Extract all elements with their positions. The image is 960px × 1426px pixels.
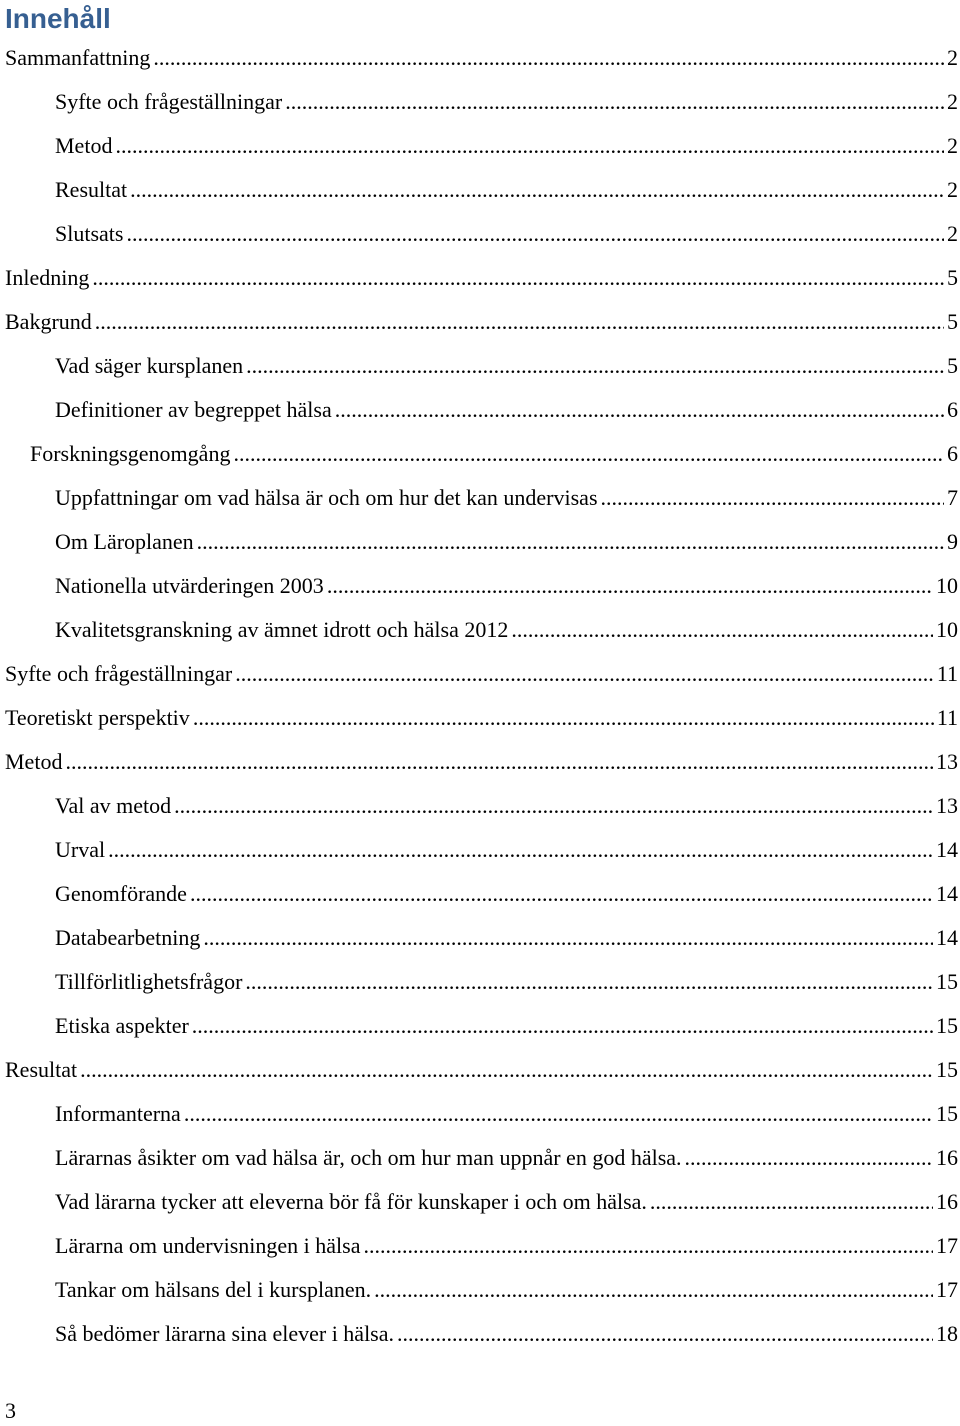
toc-dot-leader <box>235 652 934 696</box>
toc-entry-label: Etiska aspekter <box>55 1013 189 1038</box>
toc-heading: Innehåll <box>5 3 111 34</box>
toc-entry[interactable] <box>0 872 960 916</box>
toc-entry[interactable] <box>0 388 960 432</box>
toc-entry-label: Syfte och frågeställningar <box>55 89 283 114</box>
toc-entry-label: Kvalitetsgranskning av ämnet idrott och hälsa 2012 <box>55 617 509 642</box>
toc-entry-page: 2 <box>947 177 958 202</box>
toc-entry-label: Slutsats <box>55 221 124 246</box>
toc-dot-leader <box>92 256 944 300</box>
toc-entry[interactable] <box>0 1268 960 1312</box>
toc-dot-leader <box>601 476 944 520</box>
toc-entry-label: Definitioner av begreppet hälsa <box>55 397 332 422</box>
toc-dot-leader <box>190 872 933 916</box>
toc-entry-page: 5 <box>947 309 958 334</box>
toc-dot-leader <box>192 1004 933 1048</box>
toc-dot-leader <box>246 344 944 388</box>
toc-entry-page: 13 <box>936 793 958 818</box>
toc-entry[interactable] <box>0 256 960 300</box>
toc-entry-page: 15 <box>936 1101 958 1126</box>
toc-entry-page: 16 <box>936 1145 958 1170</box>
toc-dot-leader <box>285 80 944 124</box>
toc-dot-leader <box>327 564 933 608</box>
toc-entry-label: Syfte och frågeställningar <box>5 661 233 686</box>
toc-dot-leader <box>174 784 933 828</box>
toc-entry[interactable] <box>0 344 960 388</box>
toc-entry[interactable] <box>0 564 960 608</box>
toc-dot-leader <box>193 696 934 740</box>
toc-list <box>0 36 960 1356</box>
toc-dot-leader <box>203 916 933 960</box>
toc-entry-label: Resultat <box>55 177 128 202</box>
toc-entry[interactable] <box>0 124 960 168</box>
toc-entry-page: 5 <box>947 265 958 290</box>
toc-entry-label: Databearbetning <box>55 925 201 950</box>
toc-entry-label: Teoretiskt perspektiv <box>5 705 190 730</box>
toc-entry-label: Resultat <box>5 1057 78 1082</box>
toc-entry-label: Nationella utvärderingen 2003 <box>55 573 324 598</box>
toc-entry[interactable] <box>0 784 960 828</box>
toc-entry-label: Tankar om hälsans del i kursplanen. <box>55 1277 372 1302</box>
toc-entry-page: 18 <box>936 1321 958 1346</box>
page-number: 3 <box>5 1398 16 1423</box>
toc-entry-page: 5 <box>947 353 958 378</box>
toc-entry[interactable] <box>0 168 960 212</box>
toc-dot-leader <box>233 432 944 476</box>
toc-entry[interactable] <box>0 80 960 124</box>
toc-entry-page: 14 <box>936 881 958 906</box>
toc-entry-page: 2 <box>947 221 958 246</box>
toc-entry-page: 7 <box>947 485 958 510</box>
toc-entry-page: 17 <box>936 1277 958 1302</box>
toc-entry-label: Metod <box>55 133 113 158</box>
toc-entry[interactable] <box>0 652 960 696</box>
toc-entry-page: 15 <box>936 969 958 994</box>
toc-dot-leader <box>95 300 944 344</box>
toc-entry[interactable] <box>0 1180 960 1224</box>
toc-dot-leader <box>126 212 944 256</box>
toc-entry-label: Inledning <box>5 265 90 290</box>
toc-entry-page: 6 <box>947 441 958 466</box>
toc-dot-leader <box>335 388 944 432</box>
toc-entry-label: Vad lärarna tycker att eleverna bör få för kunskaper i och om hälsa. <box>55 1189 647 1214</box>
toc-entry-label: Uppfattningar om vad hälsa är och om hur det kan undervisas <box>55 485 598 510</box>
toc-entry-label: Genomförande <box>55 881 187 906</box>
toc-entry[interactable] <box>0 520 960 564</box>
toc-entry-page: 15 <box>936 1013 958 1038</box>
toc-entry-page: 6 <box>947 397 958 422</box>
toc-dot-leader <box>650 1180 933 1224</box>
toc-entry-page: 2 <box>947 89 958 114</box>
toc-entry-page: 15 <box>936 1057 958 1082</box>
toc-entry-label: Forskningsgenomgång <box>30 441 231 466</box>
toc-entry[interactable] <box>0 212 960 256</box>
toc-entry[interactable] <box>0 300 960 344</box>
toc-dot-leader <box>245 960 933 1004</box>
toc-entry[interactable] <box>0 1004 960 1048</box>
toc-dot-leader <box>511 608 933 652</box>
toc-entry-label: Metod <box>5 749 63 774</box>
toc-entry[interactable] <box>0 36 960 80</box>
toc-entry-page: 16 <box>936 1189 958 1214</box>
toc-entry[interactable] <box>0 828 960 872</box>
toc-entry-page: 2 <box>947 45 958 70</box>
toc-entry-label: Bakgrund <box>5 309 92 334</box>
toc-entry[interactable] <box>0 1224 960 1268</box>
toc-entry[interactable] <box>0 916 960 960</box>
toc-entry[interactable] <box>0 476 960 520</box>
toc-entry-page: 13 <box>936 749 958 774</box>
toc-dot-leader <box>130 168 944 212</box>
toc-entry[interactable] <box>0 1136 960 1180</box>
toc-dot-leader <box>115 124 944 168</box>
toc-dot-leader <box>197 520 944 564</box>
toc-entry-label: Informanterna <box>55 1101 181 1126</box>
toc-entry[interactable] <box>0 1312 960 1356</box>
toc-dot-leader <box>184 1092 933 1136</box>
toc-dot-leader <box>65 740 933 784</box>
toc-entry-label: Tillförlitlighetsfrågor <box>55 969 243 994</box>
toc-entry-page: 11 <box>936 705 958 730</box>
toc-dot-leader <box>374 1268 933 1312</box>
toc-dot-leader <box>397 1312 933 1356</box>
toc-dot-leader <box>153 36 944 80</box>
toc-entry-label: Val av metod <box>55 793 172 818</box>
toc-entry[interactable] <box>0 1048 960 1092</box>
toc-entry-label: Om Läroplanen <box>55 529 194 554</box>
toc-entry-page: 11 <box>936 661 958 686</box>
toc-entry-label: Sammanfattning <box>5 45 151 70</box>
toc-entry[interactable] <box>0 1092 960 1136</box>
toc-entry-label: Så bedömer lärarna sina elever i hälsa. <box>55 1321 395 1346</box>
toc-entry-page: 10 <box>936 617 958 642</box>
toc-entry-page: 14 <box>936 925 958 950</box>
toc-entry-label: Vad säger kursplanen <box>55 353 244 378</box>
toc-entry[interactable] <box>0 960 960 1004</box>
toc-entry-page: 14 <box>936 837 958 862</box>
toc-entry-page: 10 <box>936 573 958 598</box>
toc-dot-leader <box>685 1136 933 1180</box>
toc-entry-page: 17 <box>936 1233 958 1258</box>
toc-entry[interactable] <box>0 740 960 784</box>
toc-entry-page: 9 <box>947 529 958 554</box>
toc-dot-leader <box>108 828 933 872</box>
toc-entry[interactable] <box>0 696 960 740</box>
toc-entry-label: Lärarnas åsikter om vad hälsa är, och om hur man uppnår en god hälsa. <box>55 1145 682 1170</box>
toc-entry-page: 2 <box>947 133 958 158</box>
toc-entry[interactable] <box>0 608 960 652</box>
toc-dot-leader <box>363 1224 933 1268</box>
toc-entry-label: Lärarna om undervisningen i hälsa <box>55 1233 361 1258</box>
toc-entry[interactable] <box>0 432 960 476</box>
toc-dot-leader <box>80 1048 933 1092</box>
toc-entry-label: Urval <box>55 837 106 862</box>
